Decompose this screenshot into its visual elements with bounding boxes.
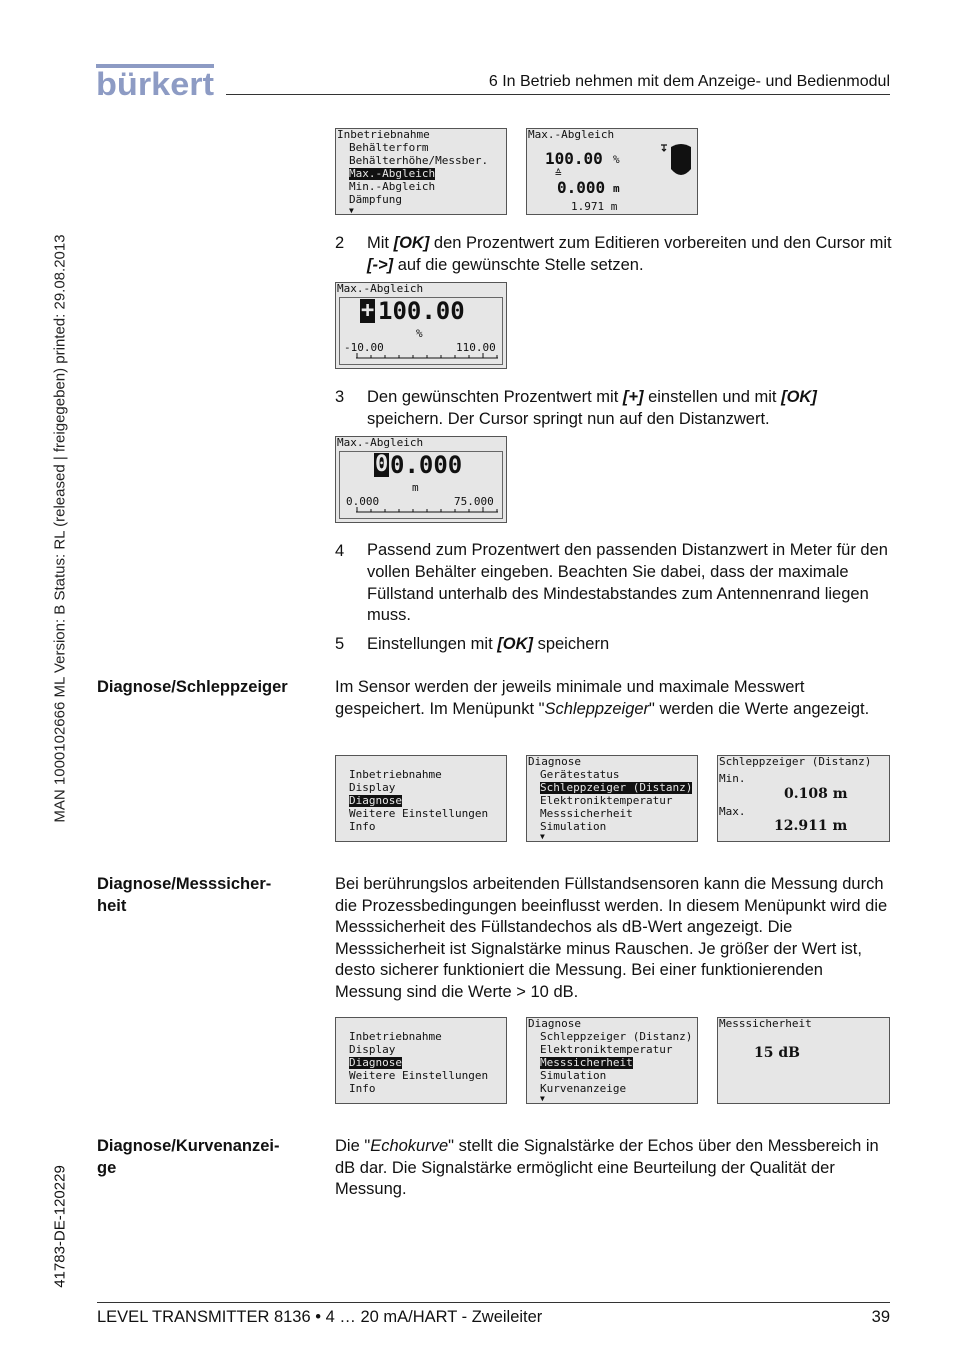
step-text: [367, 386, 892, 430]
lcd-menu-item: Schleppzeiger (Distanz): [540, 1030, 693, 1043]
instruction-step-2: [335, 232, 895, 276]
footer-product-title: LEVEL TRANSMITTER 8136 • 4 … 20 mA/HART - Zweileiter: [97, 1308, 543, 1326]
lcd-edit-value: 100.00: [378, 297, 465, 325]
section-text-kurvenanzeige: [335, 1136, 893, 1201]
lcd-title: Diagnose: [528, 1017, 581, 1030]
lcd-menu-item: Display: [349, 781, 396, 794]
lcd-scale-ruler: [356, 353, 498, 363]
key-ok: [OK]: [781, 388, 817, 406]
lcd-scale-ruler: [356, 507, 498, 517]
instruction-step-5: [335, 633, 895, 655]
step-text: [367, 232, 892, 276]
paragraph-part: Im Sensor werden der jeweils minimale und maximale Messwert gespeichert. Im Menüpunkt ": [335, 678, 805, 718]
step-text-part: den Prozentwert zum Editieren vorbereiten und den Cursor mit: [429, 234, 892, 252]
lcd-menu-item: Simulation: [540, 820, 607, 833]
label-line: Diagnose/Messsicher-: [97, 875, 272, 893]
lcd-edit-unit: %: [416, 327, 423, 340]
key-ok: [OK]: [393, 234, 430, 252]
paragraph-emphasis: Echokurve: [370, 1137, 449, 1155]
lcd-menu-item-selected: Diagnose: [349, 794, 402, 807]
lcd-menu-item: Info: [349, 820, 376, 833]
chapter-header: 6 In Betrieb nehmen mit dem Anzeige- und Bedienmodul: [488, 73, 890, 90]
lcd-menu-item-selected: Diagnose: [349, 1056, 402, 1069]
paragraph-part: Die ": [335, 1137, 371, 1155]
label-line: heit: [97, 896, 127, 915]
lcd-equiv-sign: ≙: [555, 167, 562, 180]
lcd-messsicherheit-display: [717, 1017, 890, 1104]
lcd-menu-item: Display: [349, 1043, 396, 1056]
paragraph-part: " stellt die Signalstärke der Echos über den Messbereich in dB dar. Die Signalstärke ermöglicht eine Beurteilung der Qualität der Messung.: [335, 1137, 879, 1199]
lcd-edit-cursor: +: [361, 298, 375, 323]
step-number: 2: [335, 234, 345, 252]
lcd-diagnose-menu: [526, 1017, 698, 1104]
step-text-part: Den gewünschten Prozentwert mit: [367, 388, 623, 406]
key-right: [->]: [367, 256, 394, 274]
scroll-down-icon: ▼: [349, 206, 354, 215]
lcd-max-adjust-overview: [526, 128, 698, 215]
lcd-distance-value: 0.000: [557, 178, 606, 197]
lcd-menu-item: Inbetriebnahme: [349, 1030, 442, 1043]
lcd-sub-value: 1.971 m: [571, 200, 618, 213]
section-label-schleppzeiger: Diagnose/Schleppzeiger: [97, 678, 288, 696]
lcd-menu-item: Inbetriebnahme: [349, 768, 442, 781]
lcd-min-value: 0.108 m: [784, 786, 848, 802]
lcd-menu-item-selected: Max.-Abgleich: [349, 167, 436, 180]
lcd-menu-item-selected: Messsicherheit: [540, 1056, 633, 1069]
lcd-edit-cursor: 0: [375, 452, 389, 477]
lcd-scale-max: 110.00: [456, 341, 496, 354]
scroll-down-icon: ▼: [540, 832, 545, 841]
lcd-menu-item: Info: [349, 1082, 376, 1095]
lcd-schleppzeiger-display: [717, 755, 890, 842]
lcd-max-value: 12.911 m: [774, 818, 848, 834]
step-text-part: einstellen und mit: [643, 388, 782, 406]
step-text-part: auf die gewünschte Stelle setzen.: [393, 256, 644, 274]
lcd-title: Max.-Abgleich: [337, 282, 424, 295]
step-text-part: Mit: [367, 234, 394, 252]
document-status-vertical: MAN 1000102666 ML Version: B Status: RL (released | freigegeben) printed: 29.08.2013: [51, 234, 69, 823]
lcd-diagnose-menu: [526, 755, 698, 842]
lcd-menu-item: Elektroniktemperatur: [540, 794, 673, 807]
lcd-percent-unit: %: [613, 153, 620, 166]
step-number: 5: [335, 635, 345, 653]
lcd-menu-item-selected: Schleppzeiger (Distanz): [540, 781, 693, 794]
instruction-step-3: [335, 386, 895, 430]
lcd-menu-item: Behälterform: [349, 141, 429, 154]
lcd-edit-percent: [335, 282, 507, 369]
paragraph-part: " werden die Werte angezeigt.: [649, 699, 870, 718]
section-label-kurvenanzeige: [97, 1136, 317, 1179]
lcd-menu-item: Gerätestatus: [540, 768, 620, 781]
lcd-scale-max: 75.000: [454, 495, 494, 508]
key-plus: [+]: [622, 388, 644, 406]
scroll-down-icon: ▼: [540, 1094, 545, 1103]
lcd-menu-item: Messsicherheit: [540, 807, 633, 820]
lcd-edit-unit: m: [412, 481, 419, 494]
lcd-scale-min: 0.000: [346, 495, 380, 508]
lcd-menu-item: Behälterhöhe/Messber.: [349, 154, 489, 167]
lcd-menu-item: Dämpfung: [349, 193, 402, 206]
document-number-vertical: 41783-DE-120229: [51, 1165, 69, 1288]
paragraph-emphasis: Schleppzeiger: [544, 699, 650, 718]
lcd-title: Diagnose: [528, 755, 581, 768]
section-label-messsicherheit: [97, 874, 317, 917]
buerkert-logo: [96, 64, 214, 98]
lcd-edit-value: 0.000: [390, 451, 463, 479]
step-text-part: speichern. Der Cursor springt nun auf den Distanzwert.: [367, 410, 770, 428]
lcd-title: Schleppzeiger (Distanz): [719, 755, 872, 768]
instruction-step-4: [335, 540, 895, 630]
section-text-schleppzeiger: [335, 677, 893, 720]
logo-text: bürkert: [96, 66, 214, 98]
lcd-menu-item: Weitere Einstellungen: [349, 1069, 489, 1082]
lcd-db-value: 15 dB: [754, 1045, 800, 1061]
lcd-main-menu: [335, 1017, 507, 1104]
lcd-percent-value: 100.00: [545, 149, 603, 168]
lcd-menu-item: Min.-Abgleich: [349, 180, 436, 193]
label-line: Diagnose/Kurvenanzei-: [97, 1137, 280, 1155]
footer-divider: [97, 1302, 890, 1303]
lcd-menu-item: Elektroniktemperatur: [540, 1043, 673, 1056]
lcd-distance-unit: m: [613, 182, 620, 195]
lcd-scale-min: -10.00: [344, 341, 384, 354]
lcd-menu-item: Weitere Einstellungen: [349, 807, 489, 820]
lcd-min-label: Min.: [719, 772, 746, 785]
page-number: 39: [871, 1308, 890, 1326]
step-text: Passend zum Prozentwert den passenden Distanzwert in Meter für den vollen Behälter eingeben. Beachten Sie dabei, dass der maximale Füllstand unterhalb des Mindestabstandes zum Antennenrand liegen muss.: [367, 541, 888, 625]
lcd-edit-distance: [335, 436, 507, 523]
lcd-max-label: Max.: [719, 805, 746, 818]
tank-full-icon: [659, 141, 697, 181]
step-text-part: speichern: [533, 635, 610, 653]
section-text-messsicherheit: Bei berührungslos arbeitenden Füllstandsensoren kann die Messung durch die Prozessbedingungen beeinflusst werden. In diesem Menüpunkt wird die Messsicherheit des Füllstandechos als dB-Wert angezeigt. Die Messsicherheit ist Signalstärke minus Rauschen. Je größer der Wert ist, desto sicherer funktioniert die Messung. Bei einer funktionierenden Messung sind die Werte > 10 dB.: [335, 875, 888, 1001]
lcd-title: Messsicherheit: [719, 1017, 812, 1030]
lcd-title: Max.-Abgleich: [337, 436, 424, 449]
lcd-main-menu: [335, 755, 507, 842]
key-ok: [OK]: [497, 635, 533, 653]
step-text-part: Einstellungen mit: [367, 635, 498, 653]
lcd-title: Inbetriebnahme: [337, 128, 430, 141]
lcd-title: Max.-Abgleich: [528, 128, 615, 141]
lcd-menu-item: Kurvenanzeige: [540, 1082, 627, 1095]
lcd-commissioning-menu: [335, 128, 507, 215]
header-divider: [226, 94, 890, 95]
label-line: ge: [97, 1158, 117, 1177]
step-text: [367, 633, 892, 655]
step-number: 4: [335, 542, 345, 560]
lcd-menu-item: Simulation: [540, 1069, 607, 1082]
step-number: 3: [335, 388, 345, 406]
